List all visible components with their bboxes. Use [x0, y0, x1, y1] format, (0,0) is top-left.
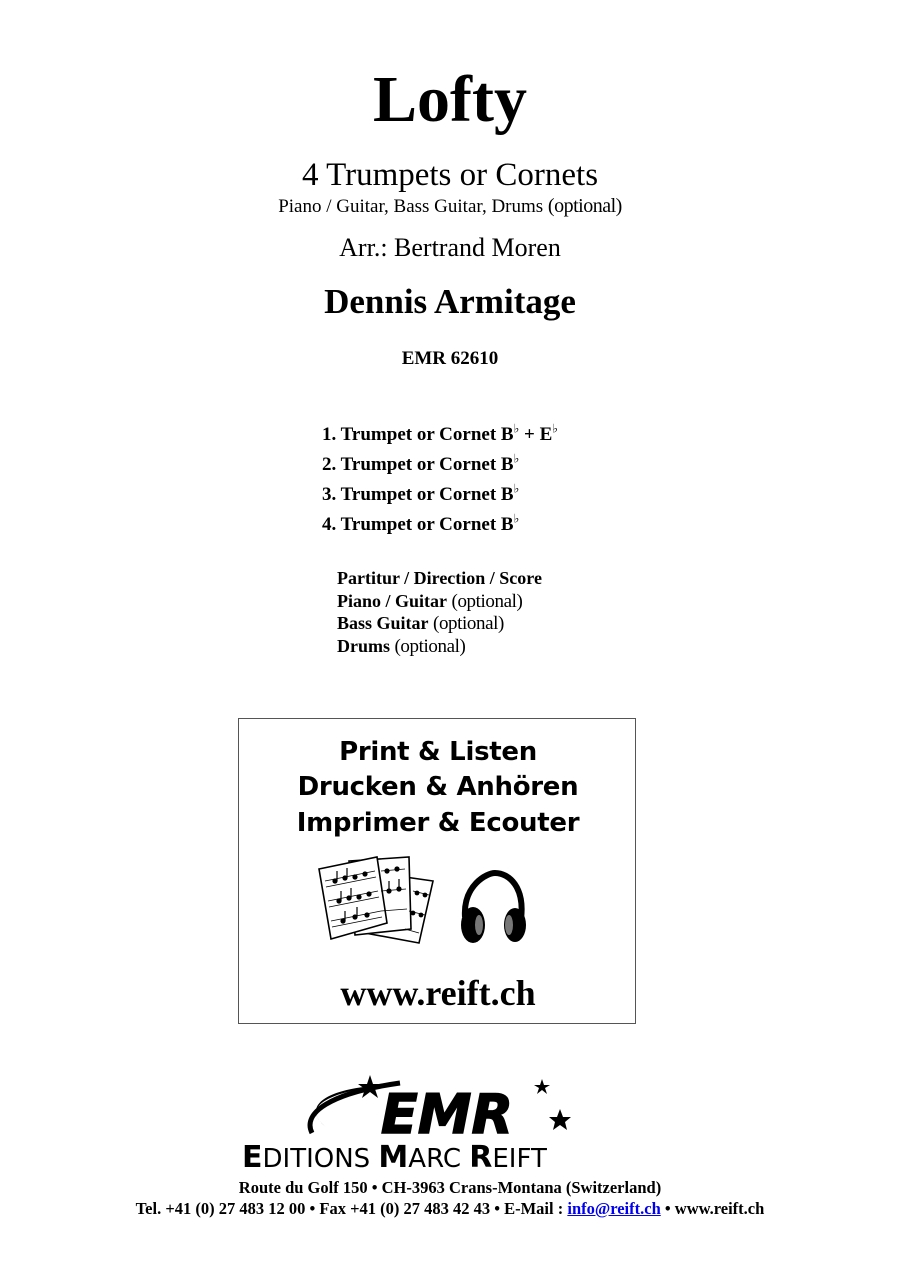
publisher-address: Route du Golf 150 • CH-3963 Crans-Montana (Switzerland) — [238, 1178, 662, 1197]
extras-list — [337, 567, 542, 657]
extra-item: Piano / Guitar (optional) — [337, 590, 523, 612]
promo-line-en: Print & Listen — [339, 737, 537, 767]
publisher-contact: Tel. +41 (0) 27 483 12 00 • Fax +41 (0) 27 483 42 43 • E-Mail : info@reift.ch • www.reift.ch — [135, 1199, 765, 1218]
part-item: 3. Trumpet or Cornet B♭ — [322, 481, 520, 505]
email-link[interactable]: info@reift.ch — [567, 1199, 661, 1218]
part-item: 1. Trumpet or Cornet B♭ + E♭ — [322, 421, 558, 445]
page-title: Lofty — [373, 63, 527, 136]
extra-item: Drums (optional) — [337, 635, 466, 657]
part-item: 4. Trumpet or Cornet B♭ — [322, 511, 520, 535]
promo-line-de: Drucken & Anhören — [297, 772, 579, 802]
part-item: 2. Trumpet or Cornet B♭ — [322, 451, 520, 475]
catalog-number: EMR 62610 — [401, 348, 499, 369]
subtitle: 4 Trumpets or Cornets — [301, 157, 599, 193]
promo-line-fr: Imprimer & Ecouter — [296, 808, 580, 838]
parts-list — [322, 420, 558, 540]
instrumentation-main: Piano / Guitar, Bass Guitar, Drums — [278, 196, 544, 217]
instrumentation-optional: (optional) — [547, 195, 622, 217]
extra-item: Bass Guitar (optional) — [337, 613, 504, 634]
print-listen-box — [238, 718, 636, 1024]
emr-logo — [240, 1075, 680, 1171]
logo-emr-text: EMR — [380, 1083, 514, 1146]
instrumentation-line — [0, 194, 900, 219]
headphones-icon — [457, 869, 529, 949]
promo-website[interactable]: www.reift.ch — [340, 973, 536, 1013]
composer: Dennis Armitage — [324, 282, 576, 321]
extra-item: Partitur / Direction / Score — [337, 568, 542, 588]
publisher-name: EDITIONS MARC REIFT — [242, 1140, 547, 1171]
arranger: Arr.: Bertrand Moren — [339, 233, 561, 262]
sheet-music-icon — [315, 851, 443, 947]
